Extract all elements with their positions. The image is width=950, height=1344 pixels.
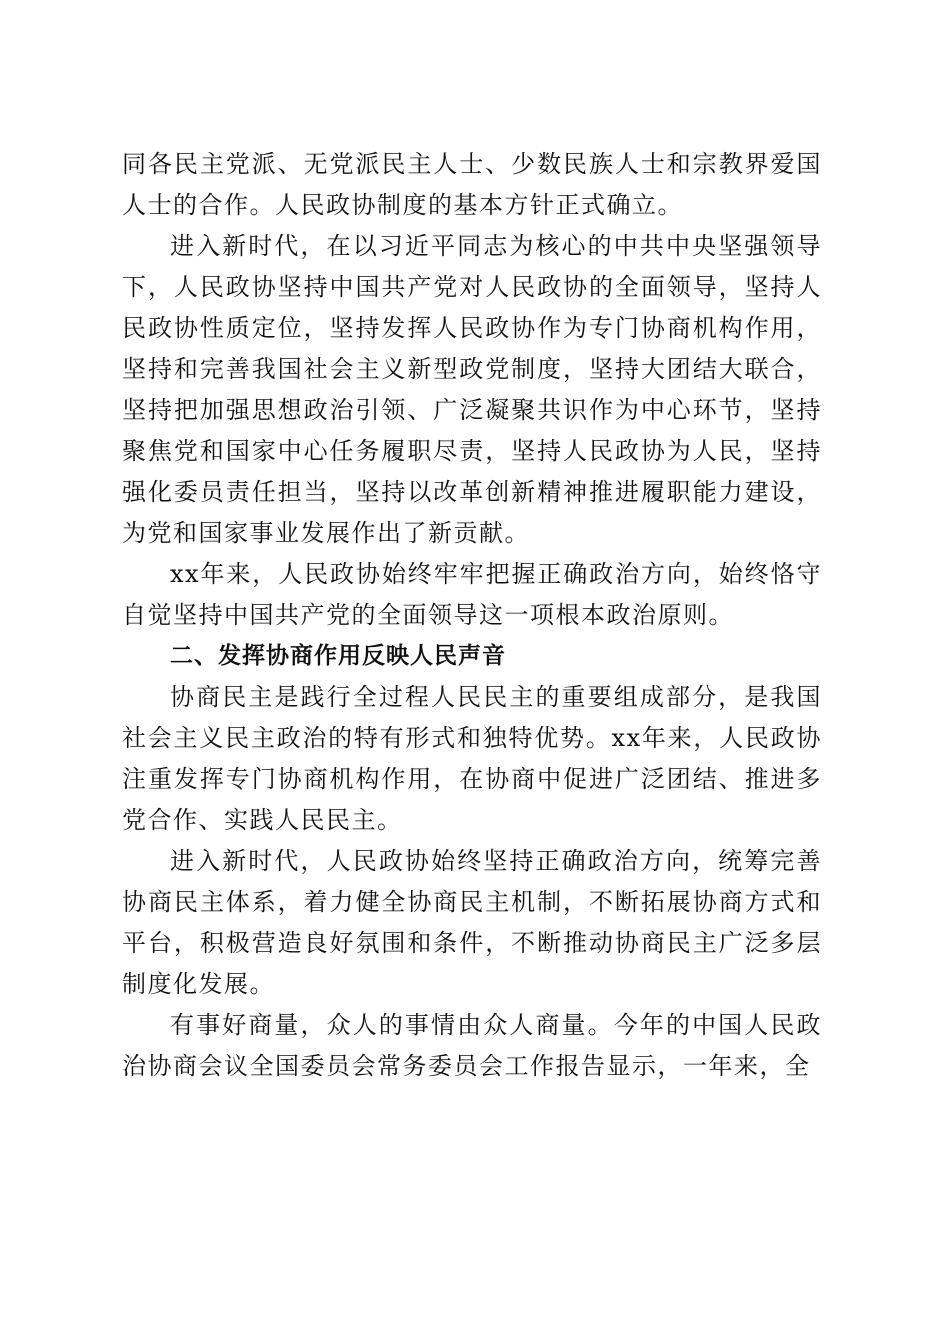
section-heading: 二、发挥协商作用反映人民声音	[170, 643, 506, 669]
document-body	[122, 144, 822, 1087]
paragraph-continued: 同各民主党派、无党派民主人士、少数民族人士和宗教界爱国人士的合作。人民政协制度的基本方针正式确立。	[122, 150, 822, 219]
paragraph-new-era-consultation: 进入新时代，人民政协始终坚持正确政治方向，统筹完善协商民主体系，着力健全协商民主机制，不断拓展协商方式和平台，积极营造良好氛围和条件，不断推动协商民主广泛多层制度化发展。	[122, 847, 822, 998]
paragraph-consultative-democracy: 协商民主是践行全过程人民民主的重要组成部分，是我国社会主义民主政治的特有形式和独特优势。xx年来，人民政协注重发挥专门协商机构作用，在协商中促进广泛团结、推进多党合作、实践人民民主。	[122, 683, 822, 834]
paragraph-new-era-leadership: 进入新时代，在以习近平同志为核心的中共中央坚强领导下，人民政协坚持中国共产党对人民政协的全面领导，坚持人民政协性质定位，坚持发挥人民政协作为专门协商机构作用，坚持和完善我国社会主义新型政党制度，坚持大团结大联合，坚持把加强思想政治引领、广泛凝聚共识作为中心环节，坚持聚焦党和国家中心任务履职尽责，坚持人民政协为人民，坚持强化委员责任担当，坚持以改革创新精神推进履职能力建设，为党和国家事业发展作出了新贡献。	[122, 232, 822, 547]
paragraph-work-report: 有事好商量，众人的事情由众人商量。今年的中国人民政治协商会议全国委员会常务委员会工作报告显示，一年来，全	[122, 1011, 822, 1080]
paragraph-political-direction: xx年来，人民政协始终牢牢把握正确政治方向，始终恪守自觉坚持中国共产党的全面领导这一项根本政治原则。	[122, 560, 822, 629]
